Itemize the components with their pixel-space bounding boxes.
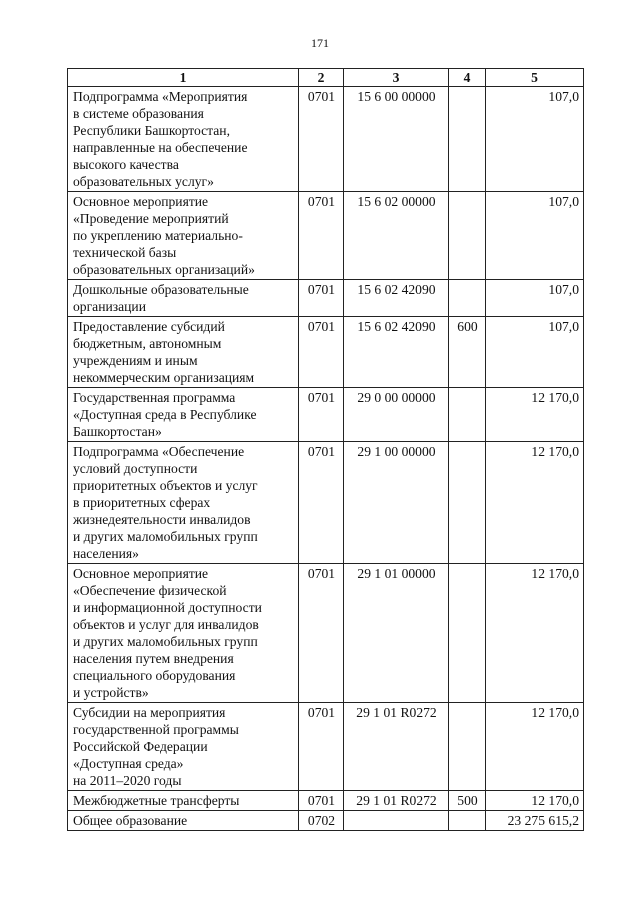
row-kind xyxy=(449,280,486,317)
row-target: 29 1 00 00000 xyxy=(344,442,449,564)
page-number: 171 xyxy=(311,36,329,50)
row-amount: 107,0 xyxy=(486,87,584,192)
row-kind xyxy=(449,564,486,703)
table-row xyxy=(68,811,584,831)
row-name: Межбюджетные трансферты xyxy=(68,791,299,811)
row-name: Общее образование xyxy=(68,811,299,831)
row-amount: 107,0 xyxy=(486,192,584,280)
row-target xyxy=(344,811,449,831)
row-target: 29 1 01 00000 xyxy=(344,564,449,703)
row-amount: 107,0 xyxy=(486,280,584,317)
table-row xyxy=(68,87,584,192)
row-section: 0701 xyxy=(299,317,344,388)
row-section: 0701 xyxy=(299,703,344,791)
row-target: 15 6 02 42090 xyxy=(344,317,449,388)
table-row xyxy=(68,317,584,388)
row-name: Государственная программа «Доступная среда в Республике Башкортостан» xyxy=(68,388,299,442)
row-kind xyxy=(449,703,486,791)
row-kind: 600 xyxy=(449,317,486,388)
header-col-1: 1 xyxy=(68,69,299,87)
row-section: 0701 xyxy=(299,791,344,811)
row-amount: 12 170,0 xyxy=(486,703,584,791)
row-name: Субсидии на мероприятия государственной программы Российской Федерации «Доступная среда» на 2011–2020 годы xyxy=(68,703,299,791)
table-row xyxy=(68,388,584,442)
table-row xyxy=(68,564,584,703)
row-amount: 12 170,0 xyxy=(486,388,584,442)
header-col-4: 4 xyxy=(449,69,486,87)
row-target: 29 1 01 R0272 xyxy=(344,703,449,791)
table-row xyxy=(68,280,584,317)
header-col-5: 5 xyxy=(486,69,584,87)
row-amount: 12 170,0 xyxy=(486,564,584,703)
row-target: 15 6 02 00000 xyxy=(344,192,449,280)
table-row xyxy=(68,442,584,564)
header-col-3: 3 xyxy=(344,69,449,87)
table-row xyxy=(68,791,584,811)
table-body xyxy=(68,87,584,831)
row-kind xyxy=(449,442,486,564)
header-col-2: 2 xyxy=(299,69,344,87)
row-amount: 107,0 xyxy=(486,317,584,388)
row-section: 0702 xyxy=(299,811,344,831)
row-name: Дошкольные образовательные организации xyxy=(68,280,299,317)
row-amount: 12 170,0 xyxy=(486,791,584,811)
row-kind: 500 xyxy=(449,791,486,811)
row-target: 15 6 02 42090 xyxy=(344,280,449,317)
table-row xyxy=(68,192,584,280)
row-target: 15 6 00 00000 xyxy=(344,87,449,192)
budget-table xyxy=(67,68,584,831)
row-target: 29 1 01 R0272 xyxy=(344,791,449,811)
table-row xyxy=(68,703,584,791)
row-section: 0701 xyxy=(299,388,344,442)
row-section: 0701 xyxy=(299,280,344,317)
row-amount: 23 275 615,2 xyxy=(486,811,584,831)
row-target: 29 0 00 00000 xyxy=(344,388,449,442)
row-kind xyxy=(449,87,486,192)
row-name: Подпрограмма «Мероприятия в системе образования Республики Башкортостан, направленные на обеспечение высокого качества образовательных услуг» xyxy=(68,87,299,192)
row-kind xyxy=(449,192,486,280)
row-section: 0701 xyxy=(299,87,344,192)
header-row xyxy=(68,69,584,87)
row-name: Предоставление субсидий бюджетным, автономным учреждениям и иным некоммерческим организациям xyxy=(68,317,299,388)
row-section: 0701 xyxy=(299,564,344,703)
row-section: 0701 xyxy=(299,192,344,280)
row-name: Основное мероприятие «Обеспечение физической и информационной доступности объектов и услуг для инвалидов и других маломобильных групп населения путем внедрения специального оборудования и устройств» xyxy=(68,564,299,703)
row-name: Подпрограмма «Обеспечение условий доступности приоритетных объектов и услуг в приоритетных сферах жизнедеятельности инвалидов и других маломобильных групп населения» xyxy=(68,442,299,564)
row-kind xyxy=(449,811,486,831)
row-section: 0701 xyxy=(299,442,344,564)
row-amount: 12 170,0 xyxy=(486,442,584,564)
row-kind xyxy=(449,388,486,442)
row-name: Основное мероприятие «Проведение мероприятий по укреплению материально- технической базы образовательных организаций» xyxy=(68,192,299,280)
